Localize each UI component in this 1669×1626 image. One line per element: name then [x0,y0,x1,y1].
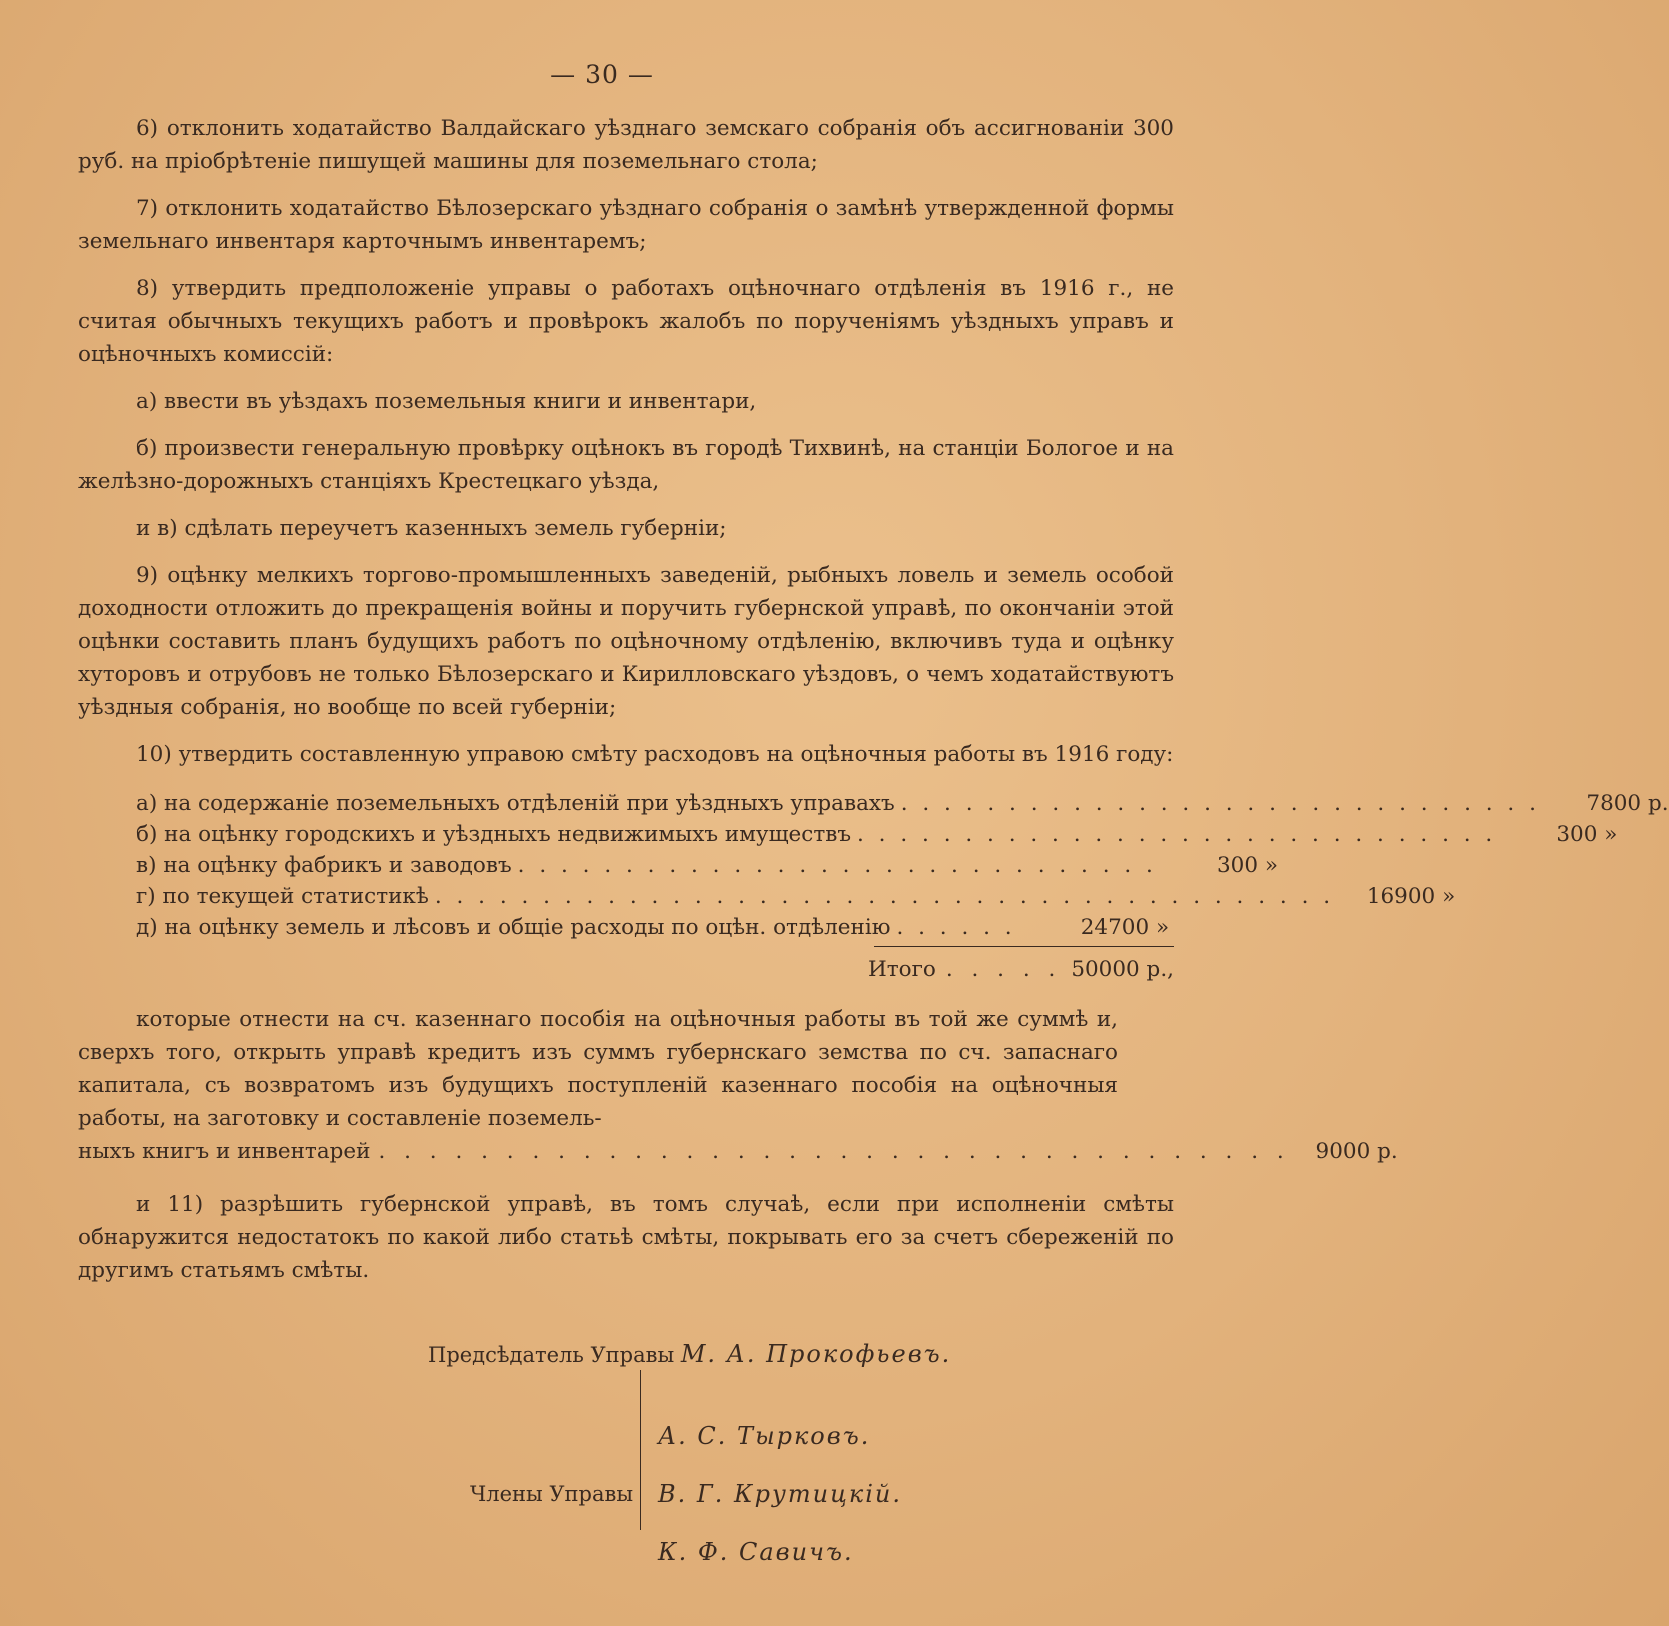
after-table-text [78,1003,1398,1168]
budget-row [136,849,1279,880]
member-name: А. С. Тырковъ. [658,1422,871,1450]
members-title: Члены Управы [470,1482,634,1506]
item-6: 6) отклонить ходатайство Валдайскаго уѣзднаго земскаго собранія объ ассигнованіи 300 руб. на пріобрѣтеніе пишущей машины для поземельнаго стола; [78,116,1174,174]
item-9: 9) оцѣнку мелкихъ торгово-промышленныхъ заведеній, рыбныхъ ловель и земель особой доходности отложить до прекращенія войны и поручить губернской управѣ, по окончаніи этой оцѣнки составить планъ будущихъ работъ по оцѣночному отдѣленію, включивъ туда и оцѣнку хуторовъ и отрубовъ не только Бѣлозерскаго и Кирилловскаго уѣздовъ, о чемъ ходатайствуютъ уѣздныя собранія, но вообще по всей губерніи; [78,563,1174,720]
budget-row-unit: » [1442,884,1456,909]
leader-dots: . . . . . . [896,915,1016,940]
budget-row-label: б) на оцѣнку городскихъ и уѣздныхъ недвижимыхъ имуществъ [136,822,852,847]
budget-row [136,818,1618,849]
budget-row-label: г) по текущей статистикѣ [136,884,429,909]
budget-row-label: д) на оцѣнку земель и лѣсовъ и общіе расходы по оцѣн. отдѣленію [136,915,891,940]
leader-dots: . . . . . [945,957,1062,982]
item-8c: и в) сдѣлать переучетъ казенныхъ земель губерніи; [136,516,727,541]
chair-title: Предсѣдатель Управы [428,1343,675,1367]
budget-row [136,911,1174,942]
item-8a: а) ввести въ уѣздахъ поземельныя книги и инвентари, [136,389,757,414]
credit-amount: 9000 р. [1315,1139,1398,1164]
budget-row-amount: 7800 [1586,791,1642,816]
total-rule [874,946,1174,947]
total-amount: 50000 р., [1071,957,1174,982]
credit-label: ныхъ книгъ и инвентарей [78,1139,371,1164]
budget-row-label: а) на содержаніе поземельныхъ отдѣленій при уѣздныхъ управахъ [136,791,895,816]
item-7: 7) отклонить ходатайство Бѣлозерскаго уѣзднаго собранія о замѣнѣ утвержденной формы земельнаго инвентаря карточнымъ инвентаремъ; [78,196,1174,254]
budget-row-amount: 300 [1556,822,1598,847]
budget-row-unit: » [1604,822,1618,847]
budget-row-label: в) на оцѣнку фабрикъ и заводовъ [136,853,512,878]
leader-dots: . . . . . . . . . . . . . . . . . . . . . . . . . . . . . . [517,853,1157,878]
item-8: 8) утвердить предположеніе управы о работахъ оцѣночнаго отдѣленія въ 1916 г., не считая обычныхъ текущихъ работъ и провѣрокъ жалобъ по порученіямъ уѣздныхъ управъ и оцѣночныхъ комиссій: [78,276,1174,367]
item-11: и 11) разрѣшить губернской управѣ, въ томъ случаѣ, если при исполненіи смѣты обнаружится недостатокъ по какой либо статьѣ смѣты, покрывать его за счетъ сбереженій по другимъ статьямъ смѣты. [78,1192,1174,1283]
leader-dots: . . . . . . . . . . . . . . . . . . . . . . . . . . . . . . . . . . . . . . . . . . [434,884,1335,909]
document-body [78,112,1669,1301]
item-8b: б) произвести генеральную провѣрку оцѣнокъ въ городѣ Тихвинѣ, на станціи Бологое и на желѣзно-дорожныхъ станціяхъ Крестецкаго уѣзда, [78,436,1174,494]
budget-row-amount: 16900 [1366,884,1436,909]
members-brace [640,1370,641,1530]
member-name: В. Г. Крутицкій. [658,1480,902,1508]
leader-dots: . . . . . . . . . . . . . . . . . . . . . . . . . . . . . . . . . . . . [378,1139,1290,1164]
chair-name: М. А. Прокофьевъ. [680,1340,952,1368]
budget-row [136,880,1456,911]
credit-row [78,1135,1398,1168]
budget-row-amount: 24700 [1080,915,1150,940]
leader-dots: . . . . . . . . . . . . . . . . . . . . . . . . . . . . . . [857,822,1497,847]
budget-total [136,953,1174,989]
budget-row [136,787,1669,818]
budget-row-unit: » [1264,853,1279,878]
member-name: К. Ф. Савичъ. [658,1538,854,1566]
item-10: 10) утвердить составленную управою смѣту расходовъ на оцѣночныя работы въ 1916 году: [136,742,1174,767]
chair-signature [428,1340,951,1368]
budget-row-unit: » [1156,915,1170,940]
budget-row-unit: р. [1647,791,1669,816]
budget-table [136,787,1669,989]
total-label: Итого [868,957,936,982]
page-number: — 30 — [550,60,654,89]
after-paragraph: которые отнести на сч. казеннаго пособія на оцѣночныя работы въ той же суммѣ и, сверхъ того, открыть управѣ кредитъ изъ суммъ губернскаго земства по сч. запаснаго капитала, съ возвратомъ изъ будущихъ поступленій казеннаго пособія на оцѣночныя работы, на заготовку и составленіе поземель- [78,1007,1118,1131]
budget-row-amount: 300 [1217,853,1259,878]
leader-dots: . . . . . . . . . . . . . . . . . . . . . . . . . . . . . . [900,791,1540,816]
